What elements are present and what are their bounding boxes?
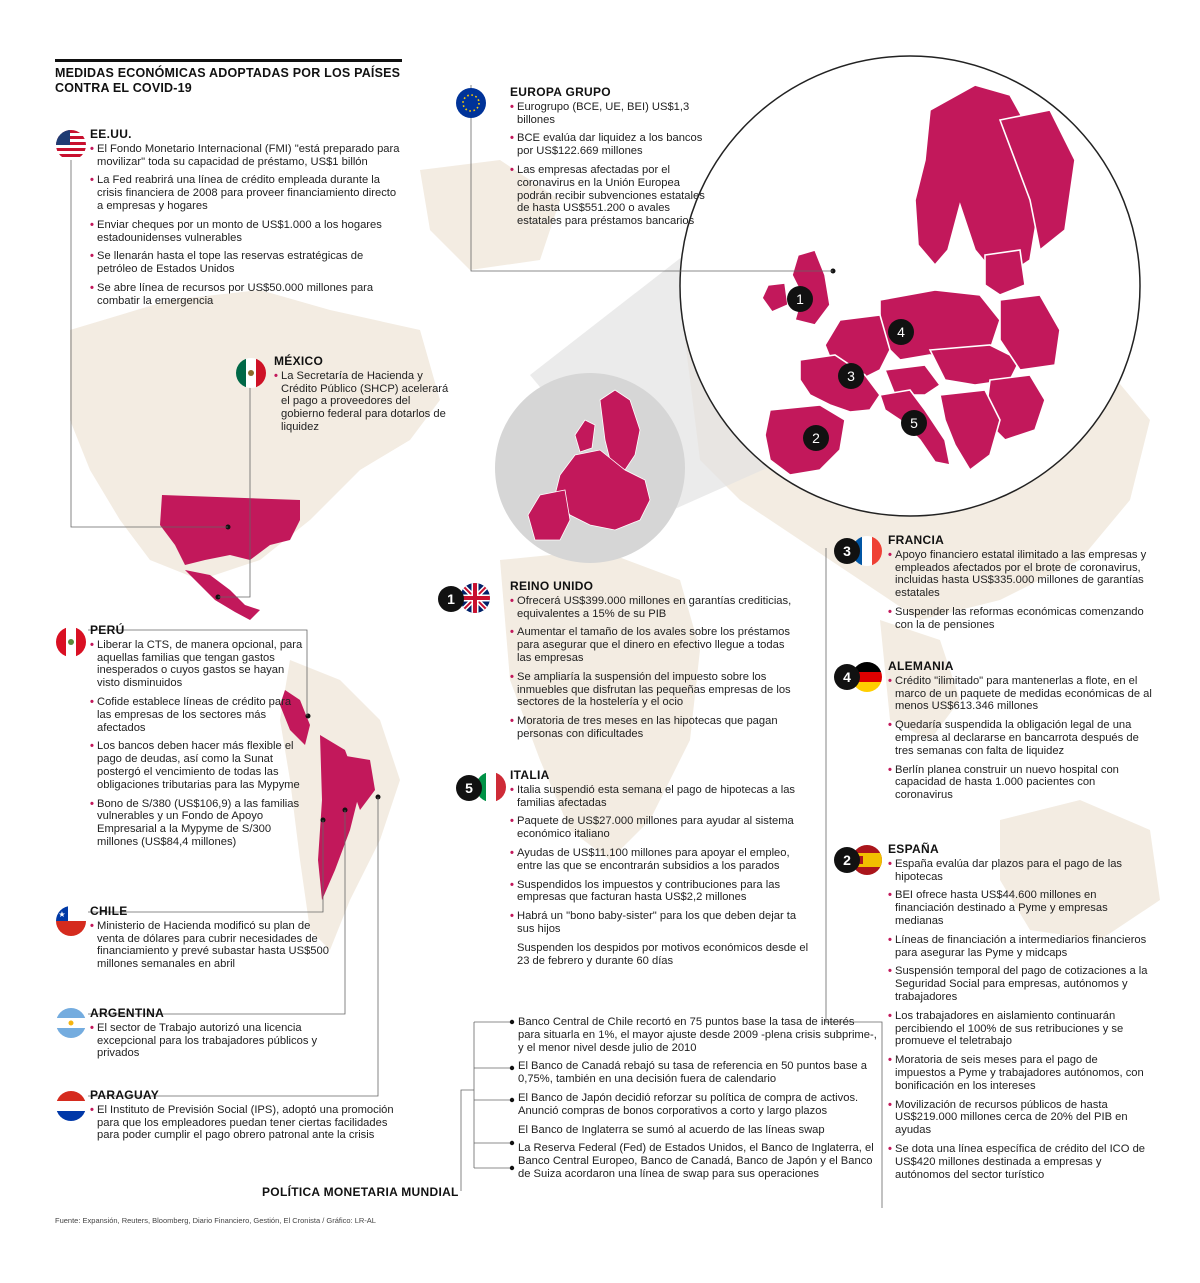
- list-item: • Suspensión temporal del pago de cotizaciones a la Seguridad Social para empresas, autónomos y trabajadores: [888, 965, 1148, 1003]
- europe-zoom-circle: [680, 56, 1140, 516]
- italia-block: [510, 769, 810, 973]
- list-item: • La Secretaría de Hacienda y Crédito Público (SHCP) acelerará el pago a proveedores del gobierno federal para dotarlos de liquidez: [274, 370, 454, 434]
- eu-flag-icon: [456, 88, 486, 118]
- list-item: • Aumentar el tamaño de los avales sobre los préstamos para asegurar que el dinero en efectivo llegue a todas las empresas: [510, 626, 800, 664]
- reino-unido-heading: REINO UNIDO: [510, 579, 594, 593]
- usa-block: [90, 128, 400, 314]
- title-rule: [55, 59, 402, 62]
- list-item: • Ayudas de US$11.100 millones para apoyar el empleo, entre las que se encontrarán subsidios a los parados: [510, 847, 810, 873]
- peru-heading: PERÚ: [90, 623, 125, 637]
- list-item: • Las empresas afectadas por el coronavirus en la Unión Europea podrán recibir subvenciones estatales de hasta US$551.200 o avales estatales para préstamos bancarios: [510, 164, 710, 228]
- list-item: • Italia suspendió esta semana el pago de hipotecas a las familias afectadas: [510, 784, 810, 810]
- paraguay-block: [90, 1089, 410, 1148]
- list-item: • Apoyo financiero estatal ilimitado a las empresas y empleados afectados por el brote de coronavirus, incluidas hasta US$335.000 millones de garantías estatales: [888, 549, 1153, 600]
- list-item: • Cofide establece líneas de crédito para las empresas de los sectores más afectados: [90, 696, 305, 734]
- mexico-flag-icon: [236, 358, 266, 388]
- peru-block: [90, 624, 305, 855]
- chile-block: [90, 905, 340, 977]
- list-item: • Líneas de financiación a intermediarios financieros para asegurar las Pyme y midcaps: [888, 934, 1148, 960]
- list-item: El Banco de Japón decidió reforzar su política de compra de activos. Anunció compras de bonos corporativos a corto y largo plazos: [518, 1091, 859, 1117]
- list-item: Suspenden los despidos por motivos económicos desde el 23 de febrero y durante 60 días: [517, 941, 809, 967]
- number-badge-4: 4: [834, 664, 860, 690]
- list-item: • El Fondo Monetario Internacional (FMI) "está preparado para movilizar" toda su capacidad de préstamo, US$1 billón: [90, 143, 400, 169]
- list-item: • España evalúa dar plazos para el pago de las hipotecas: [888, 858, 1148, 884]
- list-item: • Berlín planea construir un nuevo hospital con capacidad de hasta 1.000 pacientes con coronavirus: [888, 764, 1153, 802]
- number-badge-3: 3: [834, 538, 860, 564]
- list-item: • Los trabajadores en aislamiento continuarán percibiendo el 100% de sus retribuciones y se promueve el teletrabajo: [888, 1010, 1148, 1048]
- argentina-flag-icon: [56, 1008, 86, 1038]
- list-item: • BCE evalúa dar liquidez a los bancos por US$122.669 millones: [510, 132, 710, 158]
- number-badge-2: 2: [834, 847, 860, 873]
- paraguay-heading: PARAGUAY: [90, 1088, 160, 1102]
- usa-list: [90, 143, 400, 308]
- number-badge-1: 1: [438, 586, 464, 612]
- list-item: • Liberar la CTS, de manera opcional, para aquellas familias que tengan gastos inesperados o cuyos gastos se hayan visto disminuidos: [90, 639, 305, 690]
- list-item: • La Fed reabrirá una línea de crédito empleada durante la crisis financiera de 2008 para proveer financiamiento directo a empresas y hogares: [90, 174, 400, 212]
- list-item: • Moratoria de tres meses en las hipotecas que pagan personas con dificultades: [510, 715, 800, 741]
- page-title: MEDIDAS ECONÓMICAS ADOPTADAS POR LOS PAÍSES CONTRA EL COVID-19: [55, 66, 401, 95]
- argentina-heading: ARGENTINA: [90, 1006, 165, 1020]
- monetaria-title: POLÍTICA MONETARIA MUNDIAL: [262, 1185, 459, 1199]
- usa-flag-icon: [56, 130, 86, 160]
- map-marker-4: 4: [888, 319, 914, 345]
- list-item: • Los bancos deben hacer más flexible el pago de deudas, así como la Sunat postergó el vencimiento de todas las obligaciones tributarias para las Mypyme: [90, 740, 305, 791]
- list-item: • Se ampliaría la suspensión del impuesto sobre los inmuebles que disfrutan las pequeñas empresas de los sectores de la hostelería y el ocio: [510, 671, 800, 709]
- source-note: Fuente: Expansión, Reuters, Bloomberg, Diario Financiero, Gestión, El Cronista / Gráfico: LR-AL: [55, 1216, 376, 1225]
- number-badge-5: 5: [456, 775, 482, 801]
- list-item: El Banco de Canadá rebajó su tasa de referencia en 50 puntos base a 0,75%, también en una decisión fuera de calendario: [518, 1060, 867, 1086]
- map-marker-2: 2: [803, 425, 829, 451]
- europa-heading: EUROPA GRUPO: [510, 85, 611, 99]
- map-marker-5: 5: [901, 410, 927, 436]
- list-item: • Suspender las reformas económicas comenzando con la de pensiones: [888, 606, 1153, 632]
- mexico-block: [274, 355, 454, 440]
- list-item: • Movilización de recursos públicos de hasta US$219.000 millones cerca de 20% del PIB en ayudas: [888, 1099, 1148, 1137]
- list-item: La Reserva Federal (Fed) de Estados Unidos, el Banco de Inglaterra, el Banco Central Europeo, Banco de Canadá, Banco de Japón y el Banco de Suiza acordaron una línea de swap para sus operaciones: [518, 1142, 874, 1180]
- list-item: • Crédito "ilimitado" para mantenerlas a flote, en el marco de un paquete de medidas económicas de al menos US$613.346 millones: [888, 675, 1153, 713]
- list-item: • El sector de Trabajo autorizó una licencia excepcional para los trabajadores públicos y privados: [90, 1022, 330, 1060]
- francia-heading: FRANCIA: [888, 533, 945, 547]
- list-item: • Suspendidos los impuestos y contribuciones para las empresas que facturan hasta US$2,2 millones: [510, 879, 810, 905]
- alemania-heading: ALEMANIA: [888, 659, 954, 673]
- list-item: • Se dota una línea específica de crédito del ICO de US$420 millones destinada a empresas y autónomos del sector turístico: [888, 1143, 1148, 1181]
- argentina-block: [90, 1007, 330, 1066]
- list-item: • Ofrecerá US$399.000 millones en garantías crediticias, equivalentes a 15% de su PIB: [510, 595, 800, 621]
- espana-heading: ESPAÑA: [888, 842, 939, 856]
- list-item: El Banco de Inglaterra se sumó al acuerdo de las líneas swap: [518, 1123, 825, 1136]
- map-marker-3: 3: [838, 363, 864, 389]
- list-item: • Se abre línea de recursos por US$50.000 millones para combatir la emergencia: [90, 282, 400, 308]
- chile-flag-icon: [56, 906, 86, 936]
- paraguay-flag-icon: [56, 1091, 86, 1121]
- list-item: • Ministerio de Hacienda modificó su plan de venta de dólares para cubrir necesidades de financiamiento y prevé subastar hasta US$500 millones semanales en abril: [90, 920, 340, 971]
- list-item: • Eurogrupo (BCE, UE, BEI) US$1,3 billones: [510, 101, 710, 127]
- espana-block: [888, 843, 1148, 1187]
- list-item: • Paquete de US$27.000 millones para ayudar al sistema económico italiano: [510, 815, 810, 841]
- map-marker-1: 1: [787, 286, 813, 312]
- uk-flag-icon: [460, 583, 490, 613]
- chile-heading: CHILE: [90, 904, 128, 918]
- list-item: • Quedaría suspendida la obligación legal de una empresa al declararse en bancarrota después de tres semanas con falta de liquidez: [888, 719, 1153, 757]
- monetaria-block: [518, 1016, 878, 1187]
- alemania-block: [888, 660, 1153, 808]
- europa-block: [510, 86, 710, 234]
- list-item: Banco Central de Chile recortó en 75 puntos base la tasa de interés para situarla en 1%, el mayor ajuste desde 2009 -plena crisis subprime-, y el menor nivel desde julio de 2010: [518, 1016, 877, 1054]
- list-item: • Habrá un "bono baby-sister" para los que deben dejar ta sus hijos: [510, 910, 810, 936]
- list-item: • BEI ofrece hasta US$44.600 millones en financiación destinado a Pyme y empresas medianas: [888, 889, 1148, 927]
- list-item: • El Instituto de Previsión Social (IPS), adoptó una promoción para que los empleadores puedan tener ciertas facilidades para poder cumplir el pago obrero patronal ante la crisis: [90, 1104, 410, 1142]
- francia-block: [888, 534, 1153, 638]
- list-item: • Moratoria de seis meses para el pago de impuestos a Pyme y trabajadores autónomos, con bonificación en los intereses: [888, 1054, 1148, 1092]
- list-item: • Enviar cheques por un monto de US$1.000 a los hogares estadounidenses vulnerables: [90, 219, 400, 245]
- italia-heading: ITALIA: [510, 768, 550, 782]
- mexico-heading: MÉXICO: [274, 354, 324, 368]
- usa-heading: EE.UU.: [90, 127, 132, 141]
- peru-flag-icon: [56, 627, 86, 657]
- reino-unido-block: [510, 580, 800, 747]
- list-item: • Bono de S/380 (US$106,9) a las familias vulnerables y un Fondo de Apoyo Empresarial a la Mypyme de S/300 millones (US$84,4 millones): [90, 798, 305, 849]
- list-item: • Se llenarán hasta el tope las reservas estratégicas de petróleo de Estados Unidos: [90, 250, 400, 276]
- svg-text:★: ★: [58, 910, 66, 919]
